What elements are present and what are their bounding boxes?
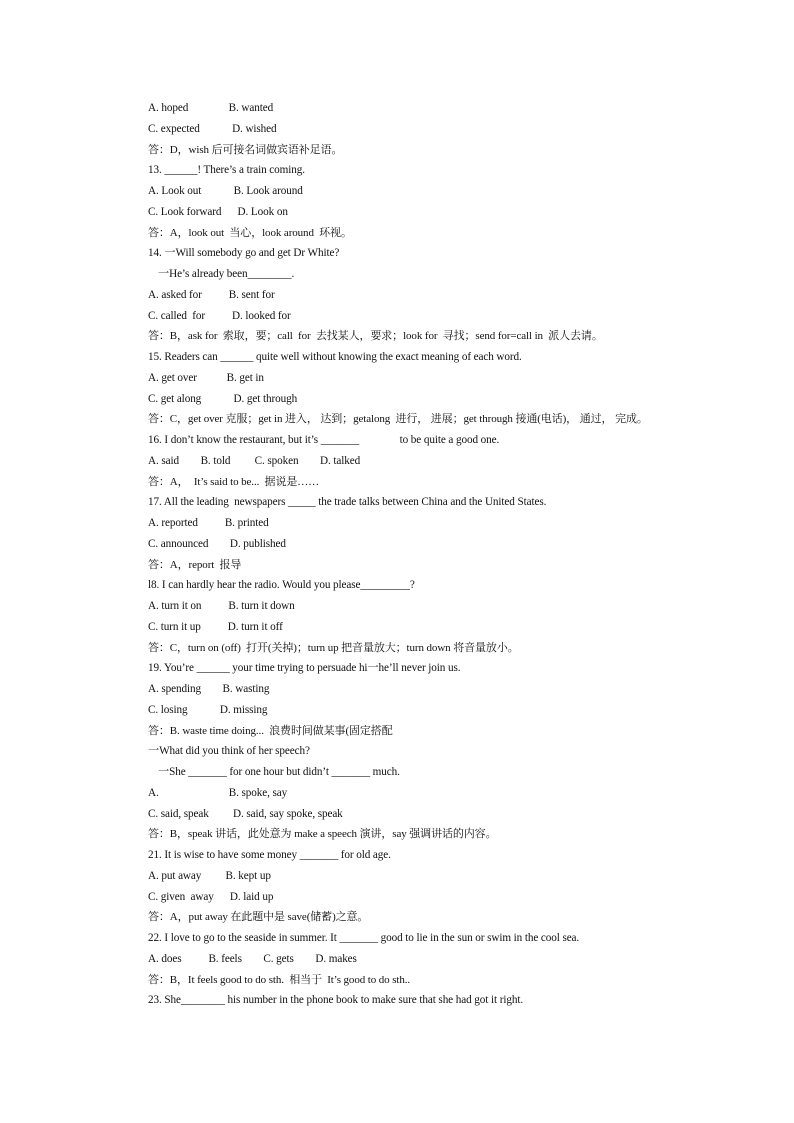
options-line: A. spending B. wasting <box>148 683 270 695</box>
answer-line: 答：C，get over 克服；get in 进入， 达到；getalong 进行， 进展；get through 接通(电话)， 通过， 完成。 <box>148 413 648 426</box>
question-line: 19. You’re ______ your time trying to persuade hi一he’ll never join us. <box>148 662 461 675</box>
question-line: 16. I don’t know the restaurant, but it’s _______ to be quite a good one. <box>148 434 500 446</box>
options-line: C. get along D. get through <box>148 392 298 405</box>
options-line: A. Look out B. Look around <box>148 185 303 197</box>
options-line: A. reported B. printed <box>148 517 269 529</box>
question-line: 17. All the leading newspapers _____ the trade talks between China and the United States. <box>148 496 547 509</box>
answer-line: 答：D，wish 后可接名词做宾语补足语。 <box>148 143 343 156</box>
answer-line: 答：A，put away 在此题中是 save(储蓄)之意。 <box>148 911 369 924</box>
options-line: A. put away B. kept up <box>148 869 271 882</box>
options-line: C. expected D. wished <box>148 122 277 135</box>
answer-line: 答：B，It feels good to do sth. 相当于 It’s good to do sth.. <box>148 973 411 986</box>
options-line: A. does B. feels C. gets D. makes <box>148 952 357 965</box>
dialog-line: 一She _______ for one hour but didn’t _______ much. <box>158 766 400 778</box>
answer-line: 答：B，speak 讲话，此处意为 make a speech 演讲，say 强调讲话的内容。 <box>148 828 497 841</box>
question-line: l8. I can hardly hear the radio. Would you please_________? <box>148 579 415 592</box>
options-line: C. turn it up D. turn it off <box>148 620 283 633</box>
answer-line: 答：A，look out 当心，look around 环视。 <box>148 226 352 239</box>
options-line: A. asked for B. sent for <box>148 288 275 301</box>
options-line: C. given away D. laid up <box>148 890 274 903</box>
question-line: 一What did you think of her speech? <box>148 745 310 758</box>
question-line: 13. ______! There’s a train coming. <box>148 164 305 177</box>
options-line: A. B. spoke, say <box>148 786 288 799</box>
answer-line: 答：B，ask for 索取，要；call for 去找某人，要求；look for 寻找；send for=call in 派人去请。 <box>148 330 603 343</box>
options-line: A. turn it on B. turn it down <box>148 600 295 612</box>
dialog-line: 一He’s already been________. <box>158 268 295 280</box>
answer-line: 答：C，turn on (off) 打开(关掉)；turn up 把音量放大；turn down 将音量放小。 <box>148 641 519 654</box>
question-line: 22. I love to go to the seaside in summer. It _______ good to lie in the sun or swim in the cool sea. <box>148 932 580 944</box>
question-line: 23. She________ his number in the phone book to make sure that she had got it right. <box>148 994 524 1007</box>
options-line: C. Look forward D. Look on <box>148 205 288 218</box>
options-line: A. hoped B. wanted <box>148 102 274 114</box>
answer-line: 答：B. waste time doing... 浪费时间做某事(固定搭配 <box>148 724 393 737</box>
answer-line: 答：A， It’s said to be... 据说是…… <box>148 475 320 488</box>
options-line: C. called for D. looked for <box>148 309 291 322</box>
question-line: 15. Readers can ______ quite well without knowing the exact meaning of each word. <box>148 351 522 363</box>
options-line: C. losing D. missing <box>148 703 268 716</box>
options-line: A. get over B. get in <box>148 371 264 384</box>
options-line: C. announced D. published <box>148 537 286 550</box>
answer-line: 答：A，report 报导 <box>148 558 242 571</box>
options-line: A. said B. told C. spoken D. talked <box>148 454 361 467</box>
options-line: C. said, speak D. said, say spoke, speak <box>148 807 343 820</box>
question-line: 21. It is wise to have some money _______ for old age. <box>148 849 391 861</box>
question-line: 14. 一Will somebody go and get Dr White? <box>148 247 340 260</box>
